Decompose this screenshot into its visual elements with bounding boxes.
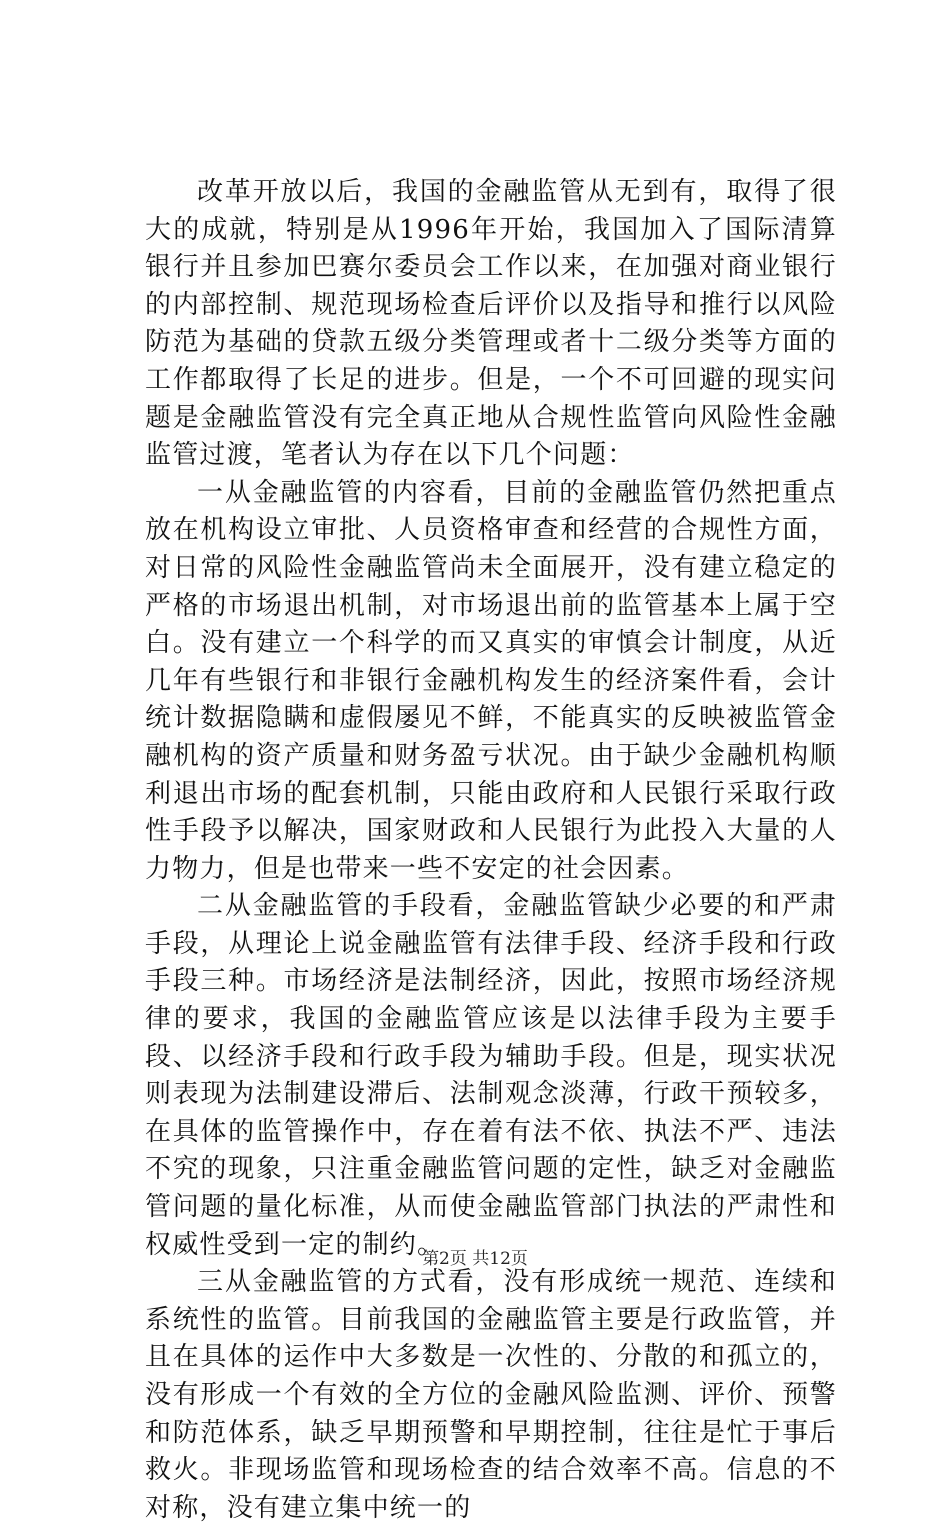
page-number-footer: 第2页 共12页: [422, 1249, 528, 1269]
paragraph-means-issue: 二从金融监管的手段看，金融监管缺少必要的和严肃手段，从理论上说金融监管有法律手段、经济手段和行政手段三种。市场经济是法制经济，因此，按照市场经济规律的要求，我国的金融监管应该是以法律手段为主要手段、以经济手段和行政手段为辅助手段。但是，现实状况则表现为法制建设滞后、法制观念淡薄，行政干预较多，在具体的监管操作中，存在着有法不依、执法不严、违法不究的现象，只注重金融监管问题的定性，缺乏对金融监管问题的量化标准，从而使金融监管部门执法的严肃性和权威性受到一定的制约。: [145, 891, 837, 1260]
body-text: [145, 174, 837, 1527]
paragraph-content-issue: 一从金融监管的内容看，目前的金融监管仍然把重点放在机构设立审批、人员资格审查和经营的合规性方面，对日常的风险性金融监管尚未全面展开，没有建立稳定的严格的市场退出机制，对市场退出前的监管基本上属于空白。没有建立一个科学的而又真实的审慎会计制度，从近几年有些银行和非银行金融机构发生的经济案件看，会计统计数据隐瞒和虚假屡见不鲜，不能真实的反映被监管金融机构的资产质量和财务盈亏状况。由于缺少金融机构顺利退出市场的配套机制，只能由政府和人民银行采取行政性手段予以解决，国家财政和人民银行为此投入大量的人力物力，但是也带来一些不安定的社会因素。: [145, 477, 837, 884]
paragraph-method-issue: 三从金融监管的方式看，没有形成统一规范、连续和系统性的监管。目前我国的金融监管主要是行政监管，并且在具体的运作中大多数是一次性的、分散的和孤立的，没有形成一个有效的全方位的金融风险监测、评价、预警和防范体系，缺乏早期预警和早期控制，往往是忙于事后救火。非现场监管和现场检查的结合效率不高。信息的不对称，没有建立集中统一的: [145, 1267, 837, 1523]
paragraph-intro: 改革开放以后，我国的金融监管从无到有，取得了很大的成就，特别是从1996年开始，我国加入了国际清算银行并且参加巴赛尔委员会工作以来，在加强对商业银行的内部控制、规范现场检查后评价以及指导和推行以风险防范为基础的贷款五级分类管理或者十二级分类等方面的工作都取得了长足的进步。但是，一个不可回避的现实问题是金融监管没有完全真正地从合规性监管向风险性金融监管过渡，笔者认为存在以下几个问题：: [145, 177, 837, 471]
